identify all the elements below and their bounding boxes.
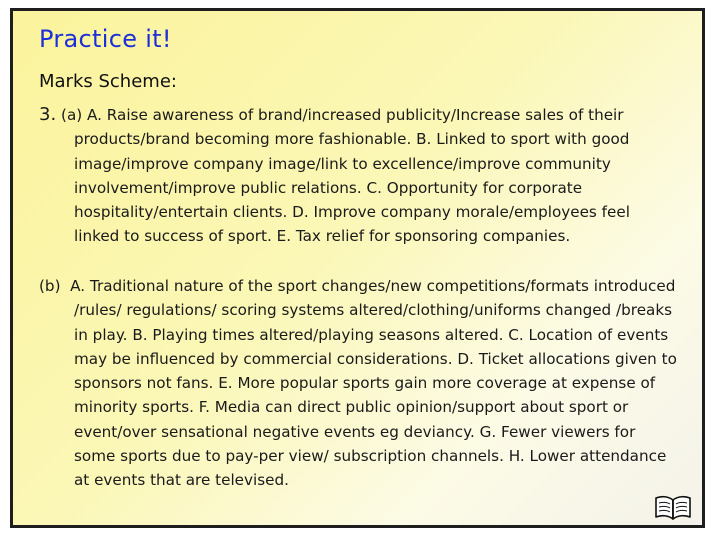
part-a-label: (a) [61,106,83,124]
answer-part-b [39,274,679,493]
part-a-text: A. Raise awareness of brand/increased publicity/Increase sales of their products/brand becoming more fashionable. B. Linked to sport with good image/improve company image/link to excellence/improve community involvement/improve public relations. C. Opportunity for corporate hospitality/entertain clients. D. Improve company morale/employees feel linked to success of sport. E. Tax relief for sponsoring companies. [74,106,630,246]
part-b-text: A. Traditional nature of the sport changes/new competitions/formats introduced /rules/ regulations/ scoring systems altered/clothing/uniforms changed /breaks in play. B. Playing times altered/playing seasons altered. C. Location of events may be influenced by commercial considerations. D. Ticket allocations given to sponsors not fans. E. More popular sports gain more coverage at expense of minority sports. F. Media can direct public opinion/support about sport or event/over sensational negative events eg deviancy. G. Fewer viewers for some sports due to pay-per view/ subscription channels. H. Lower attendance at events that are televised. [70,277,677,490]
part-b-label: (b) [39,277,61,295]
open-book-icon[interactable] [654,495,692,521]
slide-title: Practice it! [39,25,172,53]
answer-part-a [39,103,679,249]
question-number: 3. [39,104,57,125]
slide [10,8,705,528]
marks-scheme-heading: Marks Scheme: [39,71,177,92]
